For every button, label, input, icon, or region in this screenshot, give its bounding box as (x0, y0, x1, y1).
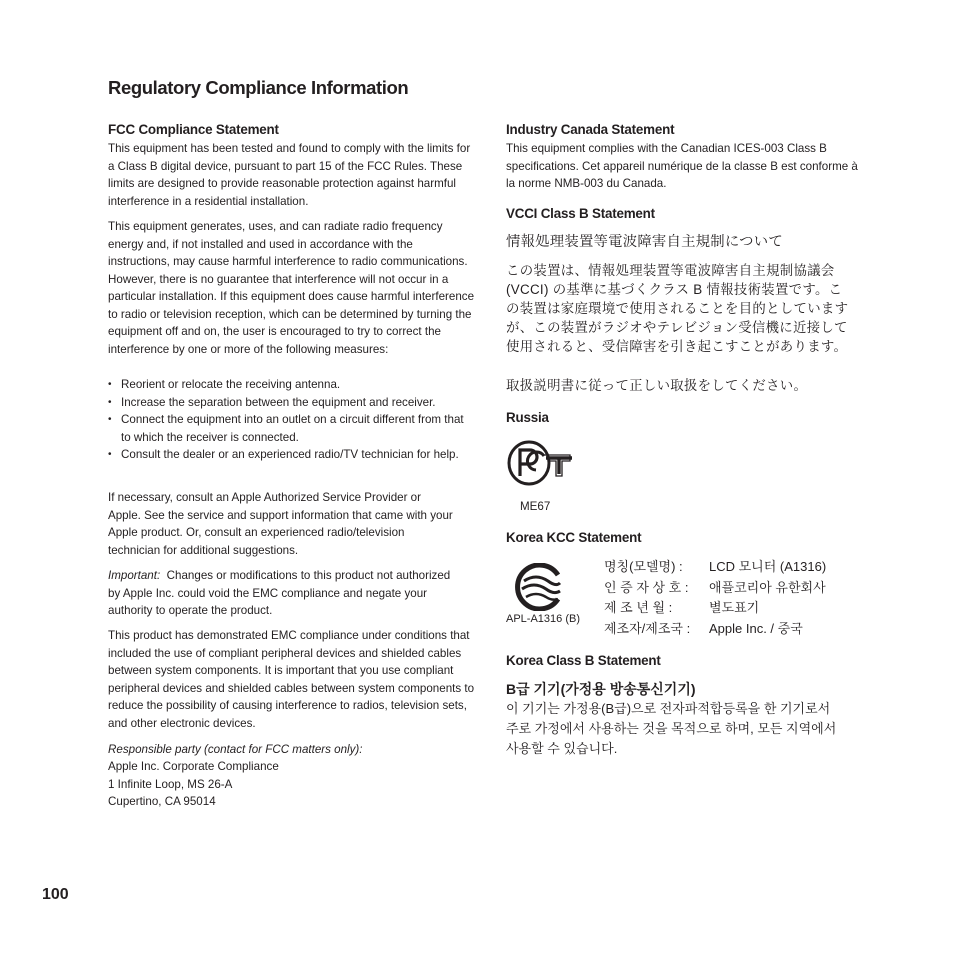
important-text: Changes or modifications to this product not authorized by Apple Inc. could void the EMC compliance and negate your authority to operate the product. (108, 569, 451, 617)
kcc-row-value: 별도표기 (709, 600, 760, 615)
vcci-heading: VCCI Class B Statement (506, 206, 655, 221)
korea-kcc-heading: Korea KCC Statement (506, 530, 642, 545)
russia-heading: Russia (506, 410, 549, 425)
kcc-certification-logo (514, 563, 564, 611)
pct-certification-logo (506, 438, 576, 488)
fcc-para-3: If necessary, consult an Apple Authorized Service Provider or Apple. See the service and support information that came with your Apple product. Or, consult an experienced radio/television technician for additional suggestions. (108, 491, 453, 557)
korea-class-b-kr-heading: B급 기기(가정용 방송통신기기) (506, 681, 696, 697)
kcc-row (604, 577, 826, 596)
fcc-para-4: This product has demonstrated EMC compliance under conditions that included the use of compliant peripheral devices and shielded cables between system components. It is important that you use compliant peripheral devices and shielded cables between system components to reduce the possibility of causing interference to radios, television sets, and other electronic devices. (108, 629, 475, 730)
responsible-party-label: Responsible party (contact for FCC matters only): (108, 743, 363, 756)
kcc-logo-caption: APL-A1316 (B) (506, 613, 580, 625)
fcc-heading: FCC Compliance Statement (108, 122, 279, 137)
kcc-row-label: 제조자/제조국 : (604, 621, 691, 636)
kcc-row-label: 인 증 자 상 호 : (604, 580, 689, 595)
fcc-important-note (108, 567, 453, 620)
vcci-jp-body: この装置は、情報処理装置等電波障害自主規制協議会 (VCCI) の基準に基づくクラス B 情報技術装置です。この装置は家庭環境で使用されることを目的としていますが、この装置がラジオやテレビジョン受信機に近接して使用されると、受信障害を引き起こすことがあります。 (506, 263, 849, 354)
vcci-jp-heading: 情報処理装置等電波障害自主規制について (506, 234, 783, 250)
russia-code: ME67 (520, 500, 551, 513)
canada-heading: Industry Canada Statement (506, 122, 675, 137)
page-title: Regulatory Compliance Information (108, 77, 409, 98)
list-item: • Connect the equipment into an outlet on a circuit different from that to which the receiver is connected. (108, 411, 476, 446)
kcc-row-label: 명칭(모델명) : (604, 559, 683, 574)
important-label: Important: (108, 569, 161, 582)
fcc-para-2: This equipment generates, uses, and can radiate radio frequency energy and, if not installed and used in accordance with the instructions, may cause harmful interference to radio communications. However, there is no guarantee that interference will not occur in a particular installation. If this equipment does cause harmful interference to radio or television reception, which can be determined by turning the equipment off and on, the user is encouraged to try to correct the interference by one or more of the following measures: (108, 220, 475, 356)
kcc-row (604, 597, 759, 616)
address-block (108, 758, 478, 811)
korea-class-b-heading: Korea Class B Statement (506, 653, 661, 668)
kcc-row (604, 618, 803, 637)
kcc-row-value: LCD 모니터 (A1316) (709, 559, 827, 574)
kcc-row-value: Apple Inc. / 중국 (709, 621, 803, 636)
list-item: • Increase the separation between the equipment and receiver. (108, 394, 476, 412)
kcc-row-value: 애플코리아 유한회사 (709, 580, 826, 595)
korea-class-b-kr-body: 이 기기는 가정용(B급)으로 전자파적합등록을 한 기기로서 주로 가정에서 사용하는 것을 목적으로 하며, 모든 지역에서 사용할 수 있습니다. (506, 701, 837, 756)
page-number: 100 (42, 886, 69, 903)
kcc-row (604, 556, 826, 575)
fcc-para-1: This equipment has been tested and found to comply with the limits for a Class B digital device, pursuant to part 15 of the FCC Rules. These limits are designed to provide reasonable protection against harmful interference in a residential installation. (108, 142, 471, 208)
fcc-measures-list (108, 376, 476, 464)
vcci-jp-note: 取扱説明書に従って正しい取扱をしてください。 (506, 378, 808, 393)
canada-text: This equipment complies with the Canadian ICES-003 Class B specifications. Cet appareil numérique de la classe B est conforme à la norme NMB-003 du Canada. (506, 142, 858, 190)
address-line: Cupertino, CA 95014 (108, 795, 216, 808)
kcc-row-label: 제 조 년 월 : (604, 600, 673, 615)
address-line: Apple Inc. Corporate Compliance (108, 760, 279, 773)
address-line: 1 Infinite Loop, MS 26-A (108, 777, 233, 791)
kcc-info-table (604, 556, 864, 646)
list-item: • Reorient or relocate the receiving antenna. (108, 376, 476, 394)
list-item: • Consult the dealer or an experienced radio/TV technician for help. (108, 446, 476, 464)
